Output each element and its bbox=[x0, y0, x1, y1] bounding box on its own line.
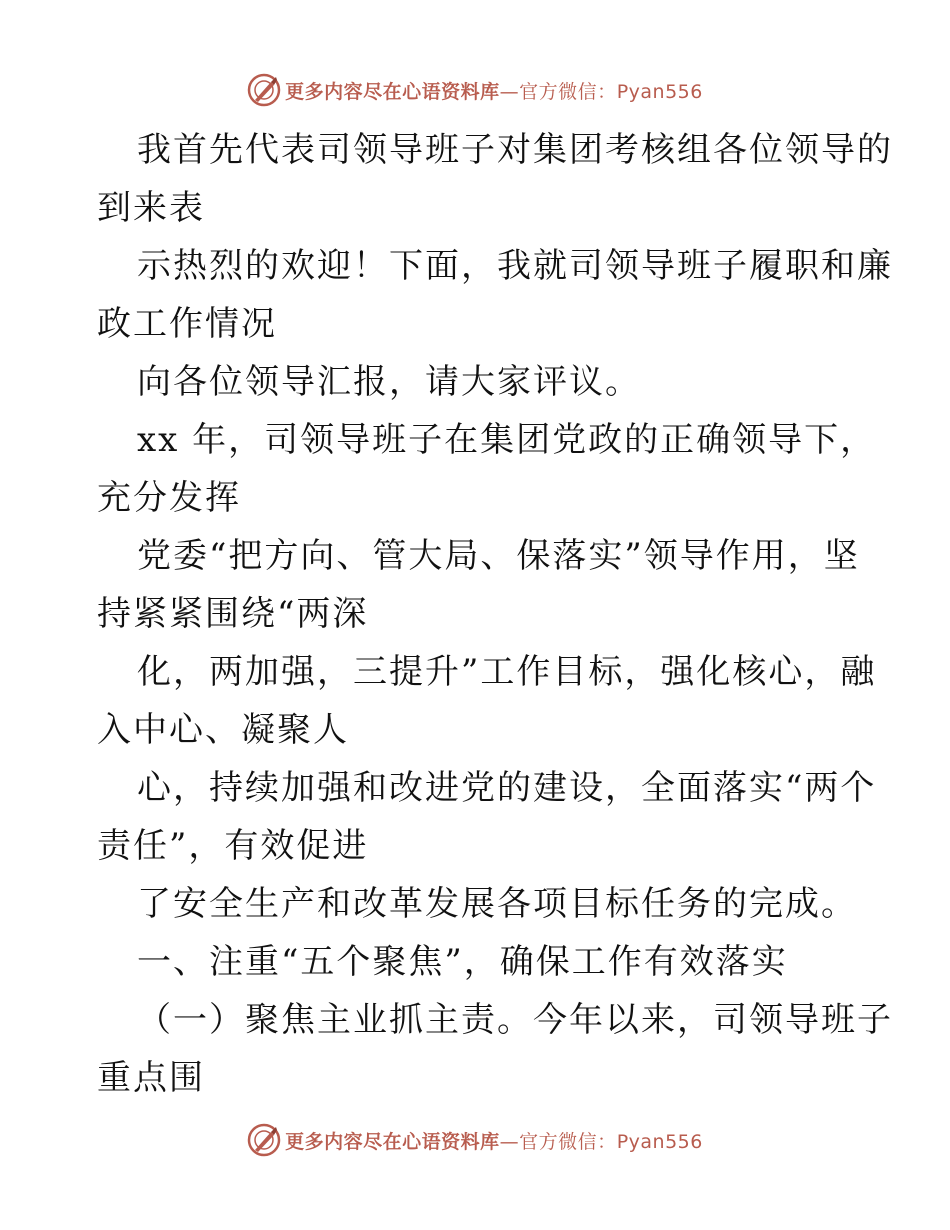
watermark-wechat-id: Pyan556 bbox=[616, 80, 703, 103]
quill-pen-logo-icon bbox=[247, 1123, 281, 1157]
body-line: 持紧紧围绕“两深 bbox=[97, 594, 369, 634]
body-line: 重点围 bbox=[97, 1058, 205, 1098]
body-line: 党委“把方向、管大局、保落实”领导作用，坚 bbox=[137, 536, 860, 576]
body-line: 政工作情况 bbox=[97, 304, 277, 344]
body-line: 入中心、凝聚人 bbox=[97, 710, 349, 750]
body-line: 责任”，有效促进 bbox=[97, 826, 369, 866]
body-line: 心，持续加强和改进党的建设，全面落实“两个 bbox=[137, 768, 877, 808]
watermark-wechat-label: 官方微信： bbox=[519, 80, 617, 103]
watermark-main-text: 更多内容尽在心语资料库 bbox=[285, 1130, 500, 1153]
body-line: 我首先代表司领导班子对集团考核组各位领导的 bbox=[137, 130, 893, 170]
body-line: 向各位领导汇报，请大家评议。 bbox=[137, 362, 641, 402]
body-line: （一）聚焦主业抓主责。今年以来，司领导班子 bbox=[137, 1000, 893, 1040]
watermark-wechat-id: Pyan556 bbox=[616, 1130, 703, 1153]
body-line: 了安全生产和改革发展各项目标任务的完成。 bbox=[137, 884, 857, 924]
watermark-text bbox=[285, 1127, 703, 1154]
body-line: 化，两加强，三提升”工作目标，强化核心，融 bbox=[137, 652, 877, 692]
watermark-wechat-label: 官方微信： bbox=[519, 1130, 617, 1153]
watermark-text bbox=[285, 77, 703, 104]
body-line: 充分发挥 bbox=[97, 478, 241, 518]
footer-watermark bbox=[0, 1120, 950, 1160]
body-line: 到来表 bbox=[97, 188, 205, 228]
body-line: 示热烈的欢迎！下面，我就司领导班子履职和廉 bbox=[137, 246, 893, 286]
document-body bbox=[97, 121, 893, 1107]
section-heading: 一、注重“五个聚焦”，确保工作有效落实 bbox=[137, 942, 788, 982]
watermark-dash: — bbox=[499, 80, 520, 103]
watermark-dash: — bbox=[499, 1130, 520, 1153]
watermark-main-text: 更多内容尽在心语资料库 bbox=[285, 80, 500, 103]
quill-pen-logo-icon bbox=[247, 73, 281, 107]
header-watermark bbox=[0, 70, 950, 110]
body-line: xx 年，司领导班子在集团党政的正确领导下， bbox=[137, 420, 877, 460]
